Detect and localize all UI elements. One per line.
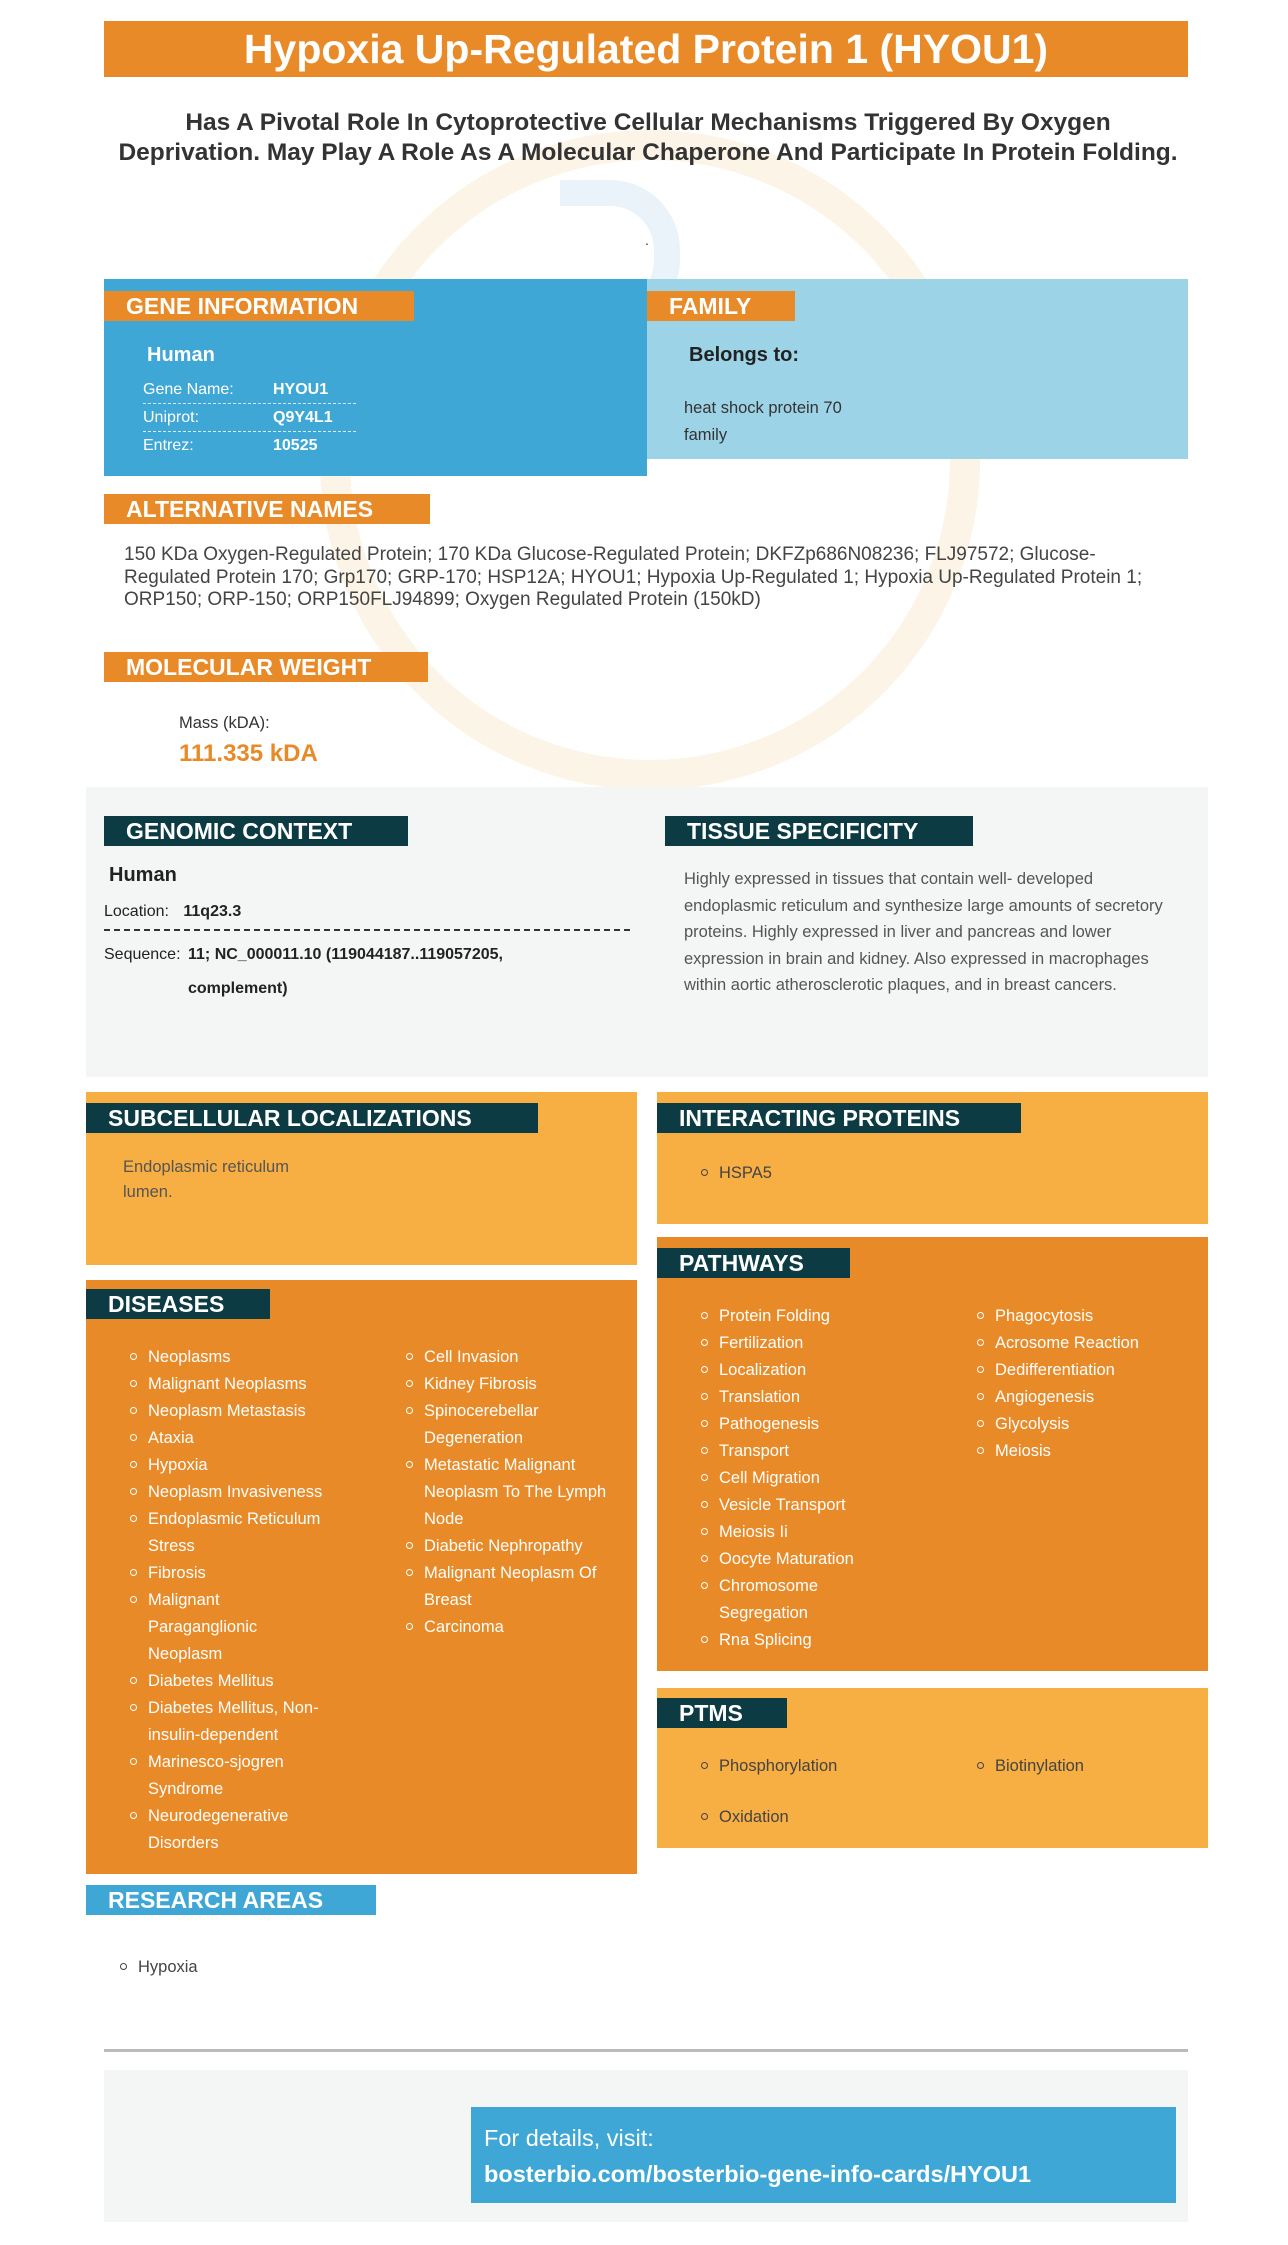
pathways-list-col2 [975, 1303, 1195, 1465]
gene-information-species: Human [147, 344, 215, 366]
details-label: For details, visit: [484, 2125, 654, 2151]
separator-dot: . [645, 232, 649, 248]
list-item: Cell Invasion [404, 1344, 634, 1371]
molecular-weight-heading: MOLECULAR WEIGHT [104, 652, 428, 682]
ptms-list-col1 [699, 1753, 919, 1831]
sequence-label: Sequence: [104, 946, 181, 963]
family-value: heat shock protein 70 family [684, 399, 842, 444]
interacting-proteins-heading: INTERACTING PROTEINS [657, 1103, 1021, 1133]
list-item: Phosphorylation [699, 1753, 919, 1780]
list-item: Hypoxia [128, 1452, 348, 1479]
list-item: Diabetic Nephropathy [404, 1533, 634, 1560]
diseases-list-col1 [128, 1344, 348, 1857]
research-areas-list [118, 1954, 318, 1981]
list-item: Dedifferentiation [975, 1357, 1195, 1384]
list-item: Marinesco-sjogren Syndrome [128, 1749, 308, 1803]
list-item: Angiogenesis [975, 1384, 1195, 1411]
list-item: Malignant Paraganglionic Neoplasm [128, 1587, 278, 1668]
gene-information-table [143, 376, 356, 460]
list-item: HSPA5 [699, 1160, 999, 1187]
alternative-names-text: 150 KDa Oxygen-Regulated Protein; 170 KDa Glucose-Regulated Protein; DKFZp686N08236; FLJ97572; Glucose-Regulated Protein 170; Grp170; GRP-170; HSP12A; HYOU1; Hypoxia Up-Regulated 1; Hypoxia Up-Regulated Protein 1; ORP150; ORP-150; ORP150FLJ94899; Oxygen Regulated Protein (150kD) [124, 544, 1143, 610]
gene-name-row [143, 376, 356, 404]
uniprot-value: Q9Y4L1 [273, 409, 333, 426]
location-label: Location: [104, 903, 169, 920]
ptms-list-col2 [975, 1753, 1175, 1780]
footer-divider [104, 2049, 1188, 2052]
genomic-context-heading: GENOMIC CONTEXT [104, 816, 408, 846]
list-item: Fibrosis [128, 1560, 348, 1587]
pathways-list-col1 [699, 1303, 899, 1654]
list-item: Protein Folding [699, 1303, 899, 1330]
mass-label: Mass (kDA): [179, 714, 270, 732]
diseases-list-col2 [404, 1344, 634, 1641]
protein-function-summary: Has A Pivotal Role In Cytoprotective Cellular Mechanisms Triggered By Oxygen Deprivation. May Play A Role As A Molecular Chaperone And Participate In Protein Folding. [118, 109, 1178, 166]
subcellular-localizations-heading: SUBCELLULAR LOCALIZATIONS [86, 1103, 538, 1133]
genomic-sequence-row [104, 938, 644, 1006]
entrez-value: 10525 [273, 437, 318, 454]
list-item: Metastatic Malignant Neoplasm To The Lymph Node [404, 1452, 634, 1533]
details-link-box[interactable] [471, 2107, 1176, 2203]
list-item: Meiosis Ii [699, 1519, 899, 1546]
list-item: Oxidation [699, 1804, 919, 1831]
tissue-specificity-heading: TISSUE SPECIFICITY [665, 816, 973, 846]
pathways-heading: PATHWAYS [657, 1248, 850, 1278]
list-item: Acrosome Reaction [975, 1330, 1195, 1357]
uniprot-row [143, 404, 356, 432]
gene-information-heading: GENE INFORMATION [104, 291, 414, 321]
list-item: Carcinoma [404, 1614, 634, 1641]
gene-name-value: HYOU1 [273, 381, 329, 398]
uniprot-label: Uniprot: [143, 409, 200, 426]
list-item: Diabetes Mellitus, Non-insulin-dependent [128, 1695, 340, 1749]
list-item: Translation [699, 1384, 899, 1411]
list-item: Hypoxia [118, 1954, 318, 1981]
list-item: Ataxia [128, 1425, 348, 1452]
genomic-location-row [104, 903, 630, 931]
entrez-label: Entrez: [143, 437, 194, 454]
ptms-heading: PTMS [657, 1698, 787, 1728]
genomic-context-species: Human [109, 864, 177, 886]
list-item: Cell Migration [699, 1465, 899, 1492]
list-item: Glycolysis [975, 1411, 1195, 1438]
entrez-row [143, 432, 356, 460]
alternative-names-heading: ALTERNATIVE NAMES [104, 494, 430, 524]
list-item: Malignant Neoplasm Of Breast [404, 1560, 614, 1614]
list-item: Pathogenesis [699, 1411, 899, 1438]
gene-name-label: Gene Name: [143, 381, 234, 398]
subcellular-localizations-text: Endoplasmic reticulum lumen. [123, 1158, 289, 1201]
list-item: Transport [699, 1438, 899, 1465]
list-item: Diabetes Mellitus [128, 1668, 348, 1695]
list-item: Rna Splicing [699, 1627, 899, 1654]
diseases-heading: DISEASES [86, 1289, 270, 1319]
page-title: Hypoxia Up-Regulated Protein 1 (HYOU1) [104, 21, 1188, 77]
family-belongs-label: Belongs to: [689, 344, 799, 366]
list-item: Biotinylation [975, 1753, 1175, 1780]
list-item: Phagocytosis [975, 1303, 1195, 1330]
mass-value: 111.335 kDA [179, 740, 318, 767]
list-item: Fertilization [699, 1330, 899, 1357]
details-url-link[interactable]: bosterbio.com/bosterbio-gene-info-cards/HYOU1 [484, 2161, 1032, 2187]
tissue-specificity-text: Highly expressed in tissues that contain well- developed endoplasmic reticulum and synthesize large amounts of secretory proteins. Highly expressed in liver and pancreas and lower expression in brain and kidney. Also expressed in macrophages within aortic atherosclerotic plaques, and in breast cancers. [684, 870, 1163, 994]
list-item: Localization [699, 1357, 899, 1384]
interacting-proteins-list [699, 1160, 999, 1187]
list-item: Vesicle Transport [699, 1492, 899, 1519]
list-item: Chromosome Segregation [699, 1573, 829, 1627]
research-areas-heading: RESEARCH AREAS [86, 1885, 376, 1915]
list-item: Kidney Fibrosis [404, 1371, 634, 1398]
list-item: Malignant Neoplasms [128, 1371, 348, 1398]
sequence-value: 11; NC_000011.10 (119044187..119057205, complement) [188, 946, 503, 997]
family-heading: FAMILY [647, 291, 795, 321]
list-item: Neoplasms [128, 1344, 348, 1371]
list-item: Meiosis [975, 1438, 1195, 1465]
list-item: Neoplasm Invasiveness [128, 1479, 348, 1506]
location-value: 11q23.3 [183, 903, 242, 920]
list-item: Endoplasmic Reticulum Stress [128, 1506, 338, 1560]
list-item: Neoplasm Metastasis [128, 1398, 348, 1425]
list-item: Neurodegenerative Disorders [128, 1803, 328, 1857]
list-item: Oocyte Maturation [699, 1546, 899, 1573]
list-item: Spinocerebellar Degeneration [404, 1398, 574, 1452]
